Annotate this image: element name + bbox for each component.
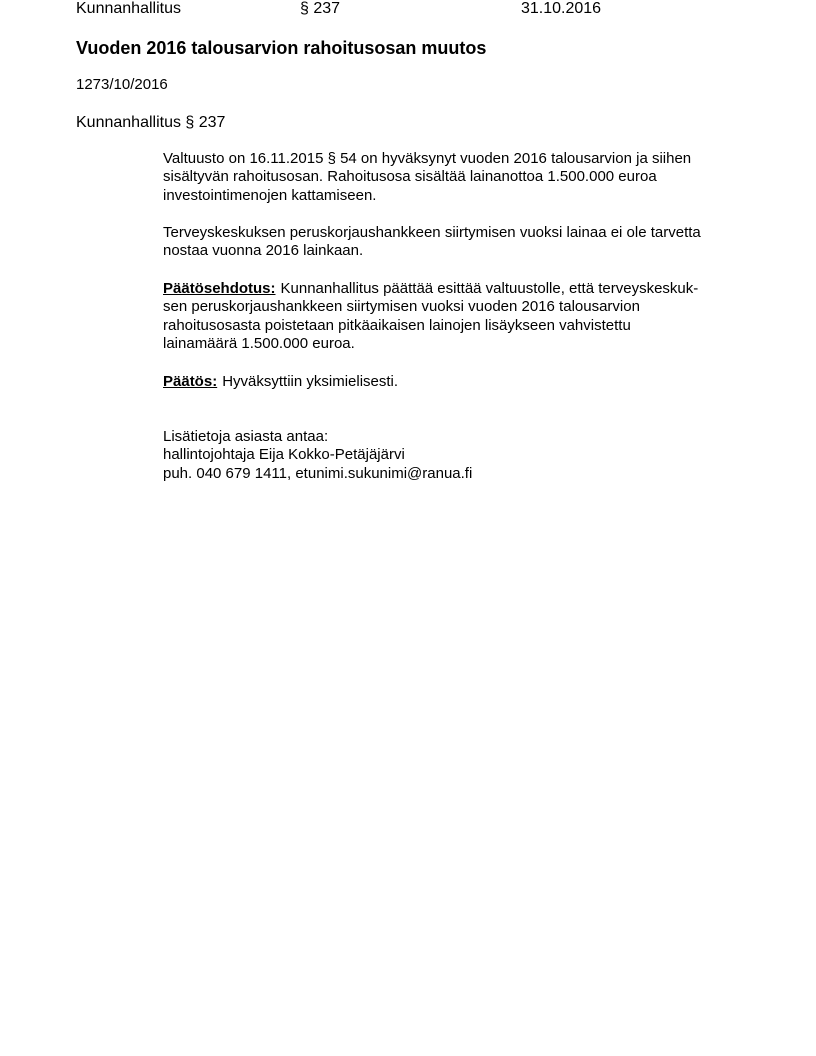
header-body-name: Kunnanhallitus bbox=[76, 0, 181, 17]
proposal-text: Kunnanhallitus päättää esittää valtuustolle, että terveyskeskuk- bbox=[280, 280, 699, 297]
diary-number: 1273/10/2016 bbox=[76, 76, 168, 93]
header-date: 31.10.2016 bbox=[521, 0, 602, 17]
paragraph-line: sisältyvän rahoitusosan. Rahoitusosa sisältää lainanottoa 1.500.000 euroa bbox=[163, 168, 657, 186]
contact-intro: Lisätietoja asiasta antaa: bbox=[163, 428, 329, 445]
paragraph-line: lainamäärä 1.500.000 euroa. bbox=[163, 335, 355, 353]
section-heading: Kunnanhallitus § 237 bbox=[76, 114, 226, 131]
paragraph-line: sen peruskorjaushankkeen siirtymisen vuoksi vuoden 2016 talousarvion bbox=[163, 298, 640, 316]
contact-info bbox=[163, 428, 753, 483]
contact-person: hallintojohtaja Eija Kokko-Petäjäjärvi bbox=[163, 446, 405, 464]
proposal-label: Päätösehdotus: bbox=[163, 280, 276, 297]
paragraph-line: nostaa vuonna 2016 lainkaan. bbox=[163, 242, 364, 260]
decision bbox=[163, 373, 753, 391]
paragraph-line: Terveyskeskuksen peruskorjaushankkeen siirtymisen vuoksi lainaa ei ole tarvetta bbox=[163, 224, 701, 241]
paragraph-line: rahoitusosasta poistetaan pitkäaikaisen lainojen lisäykseen vahvistettu bbox=[163, 316, 631, 334]
decision-label: Päätös: bbox=[163, 373, 218, 390]
proposal-first-line bbox=[163, 280, 753, 298]
paragraph-line: Valtuusto on 16.11.2015 § 54 on hyväksynyt vuoden 2016 talousarvion ja siihen bbox=[163, 150, 692, 167]
reason-paragraph bbox=[163, 224, 753, 261]
document-title: Vuoden 2016 talousarvion rahoitusosan muutos bbox=[76, 38, 487, 58]
page-header bbox=[76, 0, 776, 19]
paragraph-line: investointimenojen kattamiseen. bbox=[163, 186, 377, 204]
decision-line bbox=[163, 373, 753, 391]
header-section-number: § 237 bbox=[300, 0, 341, 17]
contact-details: puh. 040 679 1411, etunimi.sukunimi@ranua.fi bbox=[163, 464, 473, 482]
decision-text: Hyväksyttiin yksimielisesti. bbox=[222, 373, 399, 390]
background-paragraph bbox=[163, 150, 753, 205]
decision-proposal bbox=[163, 280, 753, 354]
